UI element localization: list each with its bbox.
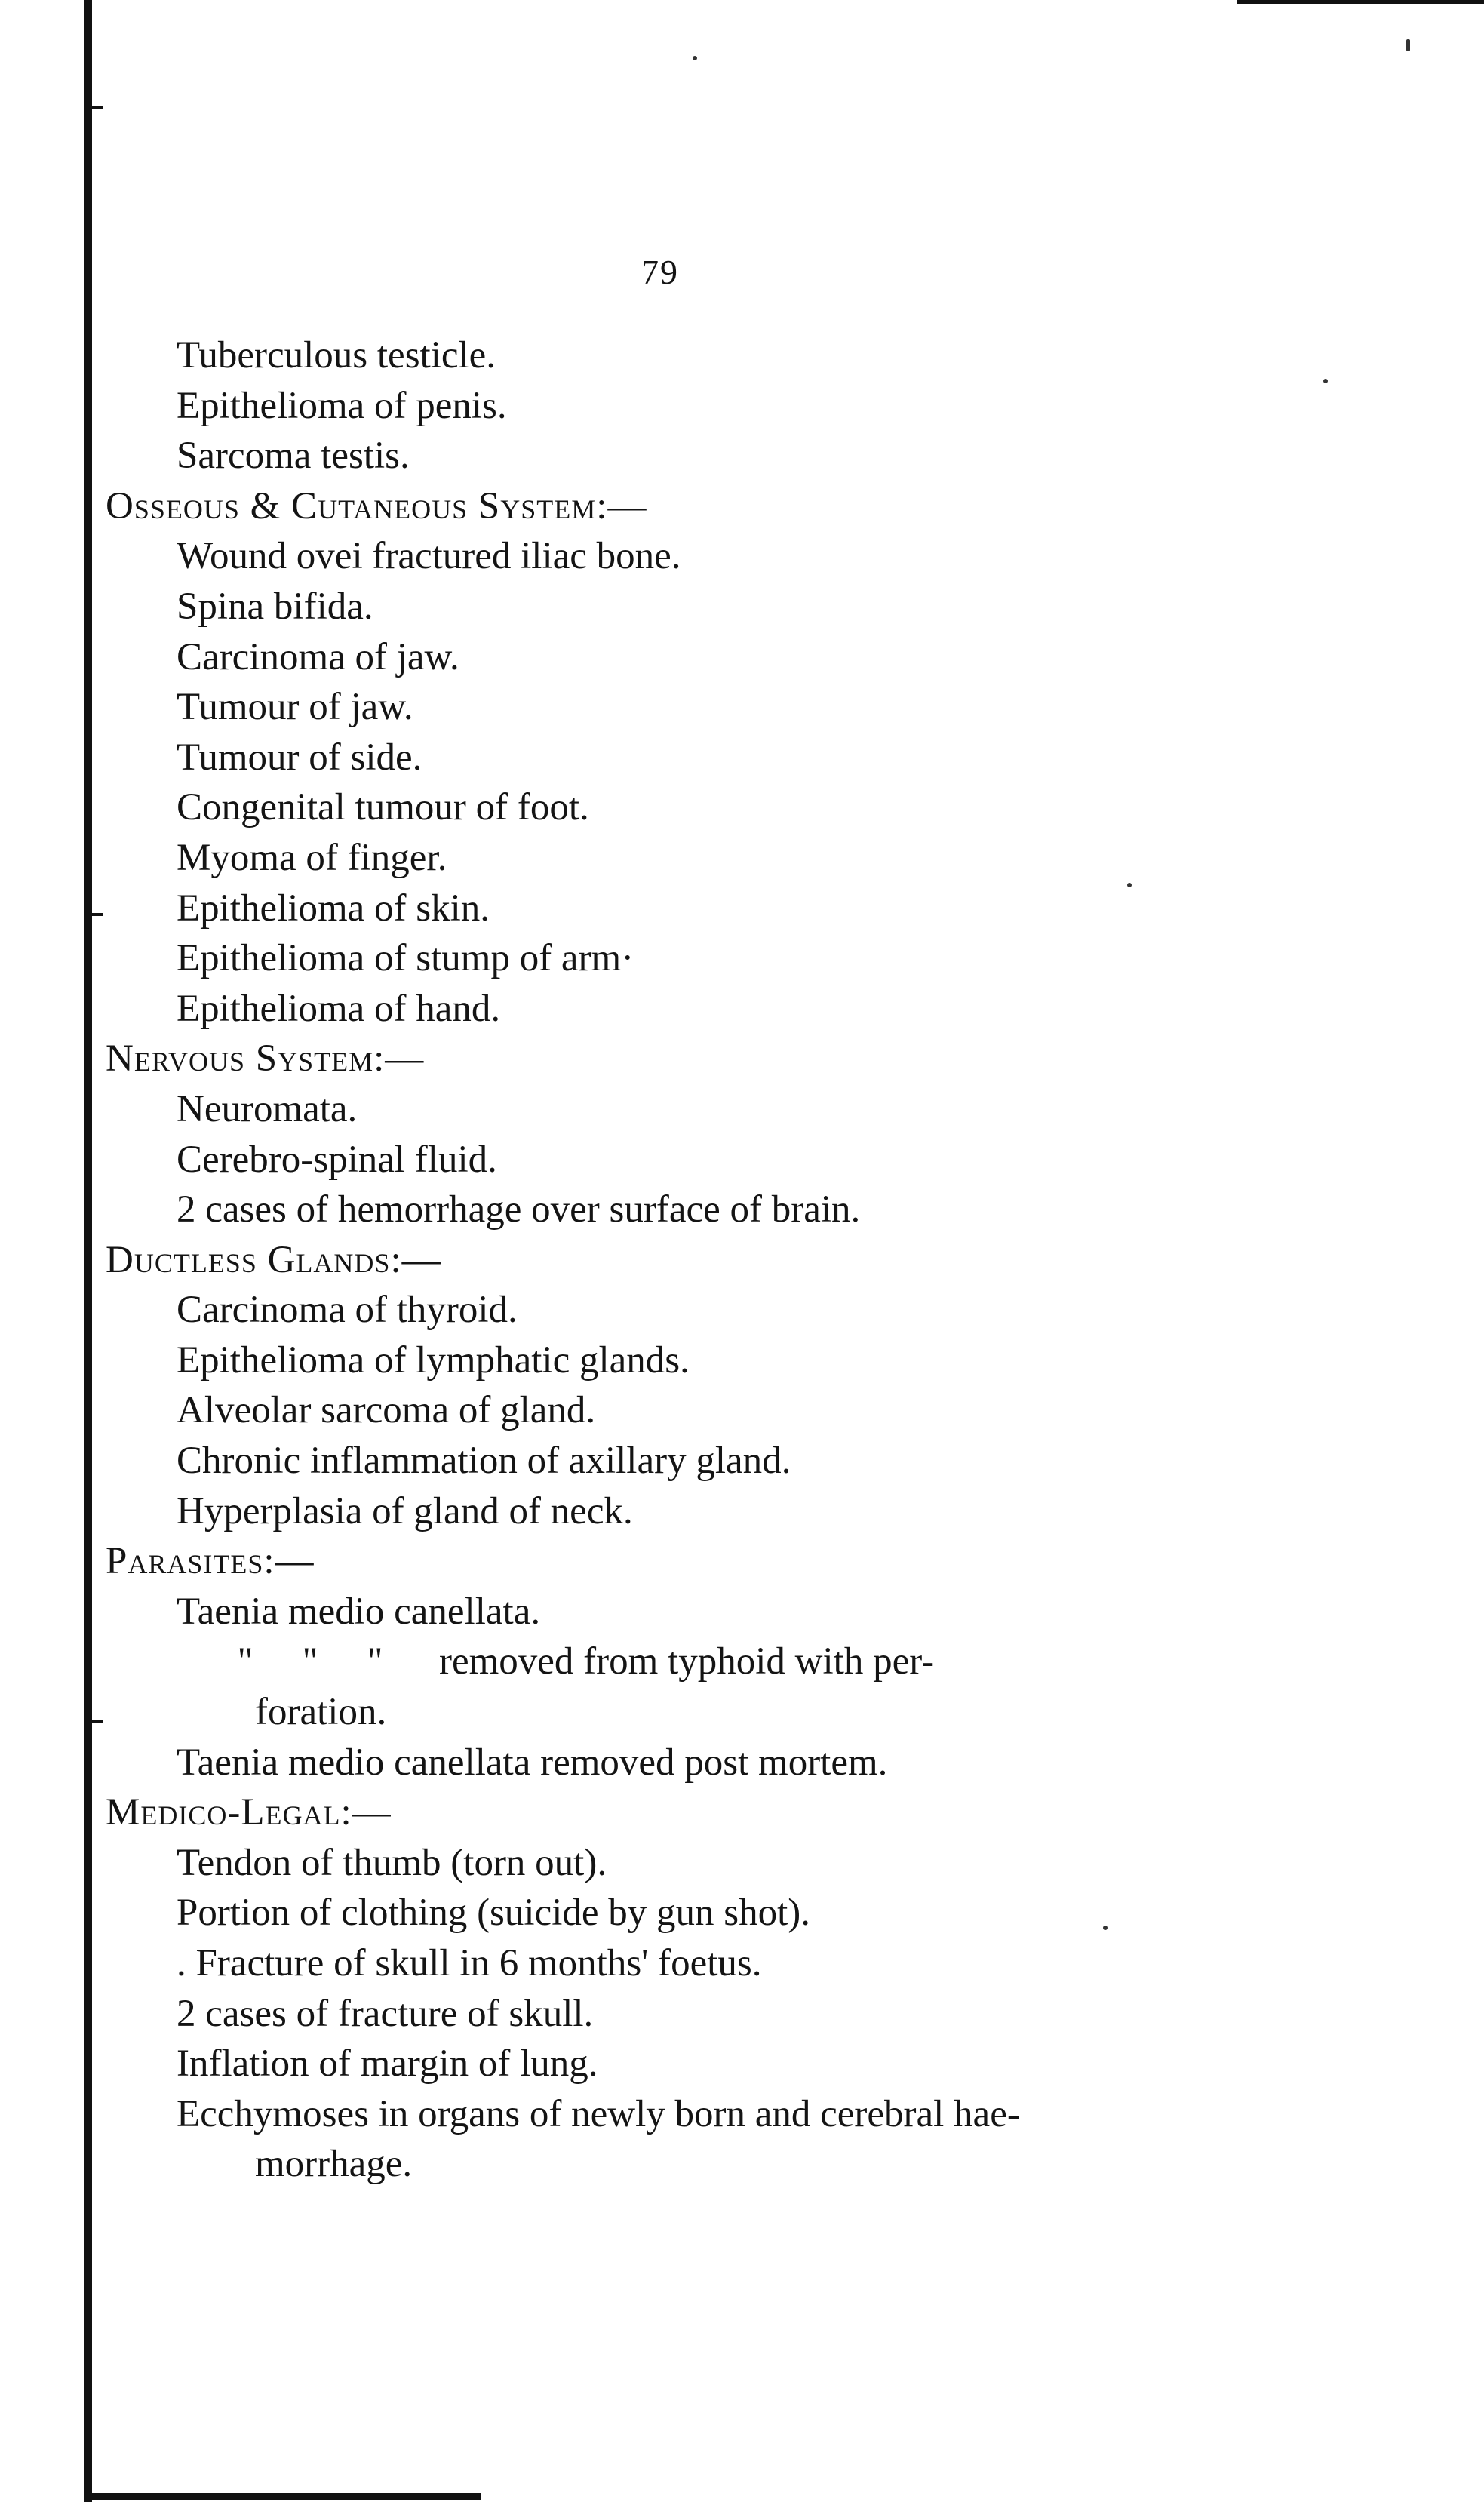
list-item: Chronic inflammation of axillary gland. — [177, 1440, 791, 1483]
list-item: Epithelioma of lymphatic glands. — [177, 1339, 690, 1382]
list-item-continuation: morrhage. — [255, 2143, 413, 2186]
list-item: Inflation of margin of lung. — [177, 2042, 598, 2086]
list-item: Tuberculous testicle. — [177, 334, 496, 377]
list-item: Epithelioma of penis. — [177, 384, 507, 427]
list-item: 2 cases of hemorrhage over surface of brain. — [177, 1188, 861, 1231]
list-item: Epithelioma of skin. — [177, 887, 490, 930]
page-number: 79 — [641, 253, 679, 291]
ditto-mark: " — [237, 1640, 253, 1683]
list-item: 2 cases of fracture of skull. — [177, 1992, 594, 2035]
list-item: . Fracture of skull in 6 months' foetus. — [177, 1942, 762, 1984]
list-item-text: removed from typhoid with per- — [439, 1640, 935, 1683]
list-item: Congenital tumour of foot. — [177, 786, 589, 829]
list-item: Hyperplasia of gland of neck. — [177, 1489, 633, 1532]
list-item: Ecchymoses in organs of newly born and cerebral hae- — [177, 2092, 1020, 2135]
binding-edge — [84, 0, 92, 2502]
binding-mark — [92, 913, 103, 916]
section-heading: Medico-Legal:— — [106, 1791, 392, 1834]
bottom-edge — [89, 2493, 481, 2500]
section-heading: Osseous & Cutaneous System:— — [106, 484, 647, 527]
print-speck — [1406, 39, 1410, 51]
ditto-mark: " — [302, 1640, 318, 1683]
list-item-ditto — [106, 1637, 1283, 1687]
ditto-mark: " — [367, 1640, 383, 1683]
list-item: Carcinoma of thyroid. — [177, 1289, 518, 1332]
list-item: Alveolar sarcoma of gland. — [177, 1389, 596, 1432]
list-item: Neuromata. — [177, 1087, 358, 1130]
list-item: Tumour of side. — [177, 736, 422, 779]
list-item: Portion of clothing (suicide by gun shot). — [177, 1892, 811, 1935]
section-heading: Parasites:— — [106, 1540, 315, 1583]
top-edge — [1237, 0, 1484, 4]
list-item: Spina bifida. — [177, 585, 373, 628]
list-item: Tendon of thumb (torn out). — [177, 1841, 607, 1884]
list-item: Cerebro-spinal fluid. — [177, 1138, 497, 1181]
list-item: Taenia medio canellata. — [177, 1590, 541, 1633]
section-heading: Ductless Glands:— — [106, 1238, 441, 1281]
list-item: Epithelioma of hand. — [177, 987, 501, 1030]
print-speck — [693, 56, 697, 60]
list-item: Carcinoma of jaw. — [177, 635, 459, 678]
list-item: Sarcoma testis. — [177, 435, 410, 478]
section-heading: Nervous System:— — [106, 1037, 425, 1080]
binding-mark — [92, 1720, 103, 1723]
print-speck — [1323, 379, 1328, 383]
list-item: Myoma of finger. — [177, 836, 447, 879]
list-item-continuation: foration. — [255, 1691, 387, 1734]
binding-mark — [92, 106, 103, 109]
list-item: Taenia medio canellata removed post mortem. — [177, 1741, 888, 1784]
page-body — [106, 330, 1283, 2190]
list-item: Wound ovei fractured iliac bone. — [177, 535, 681, 578]
list-item: Epithelioma of stump of arm· — [177, 937, 634, 980]
list-item: Tumour of jaw. — [177, 686, 413, 729]
